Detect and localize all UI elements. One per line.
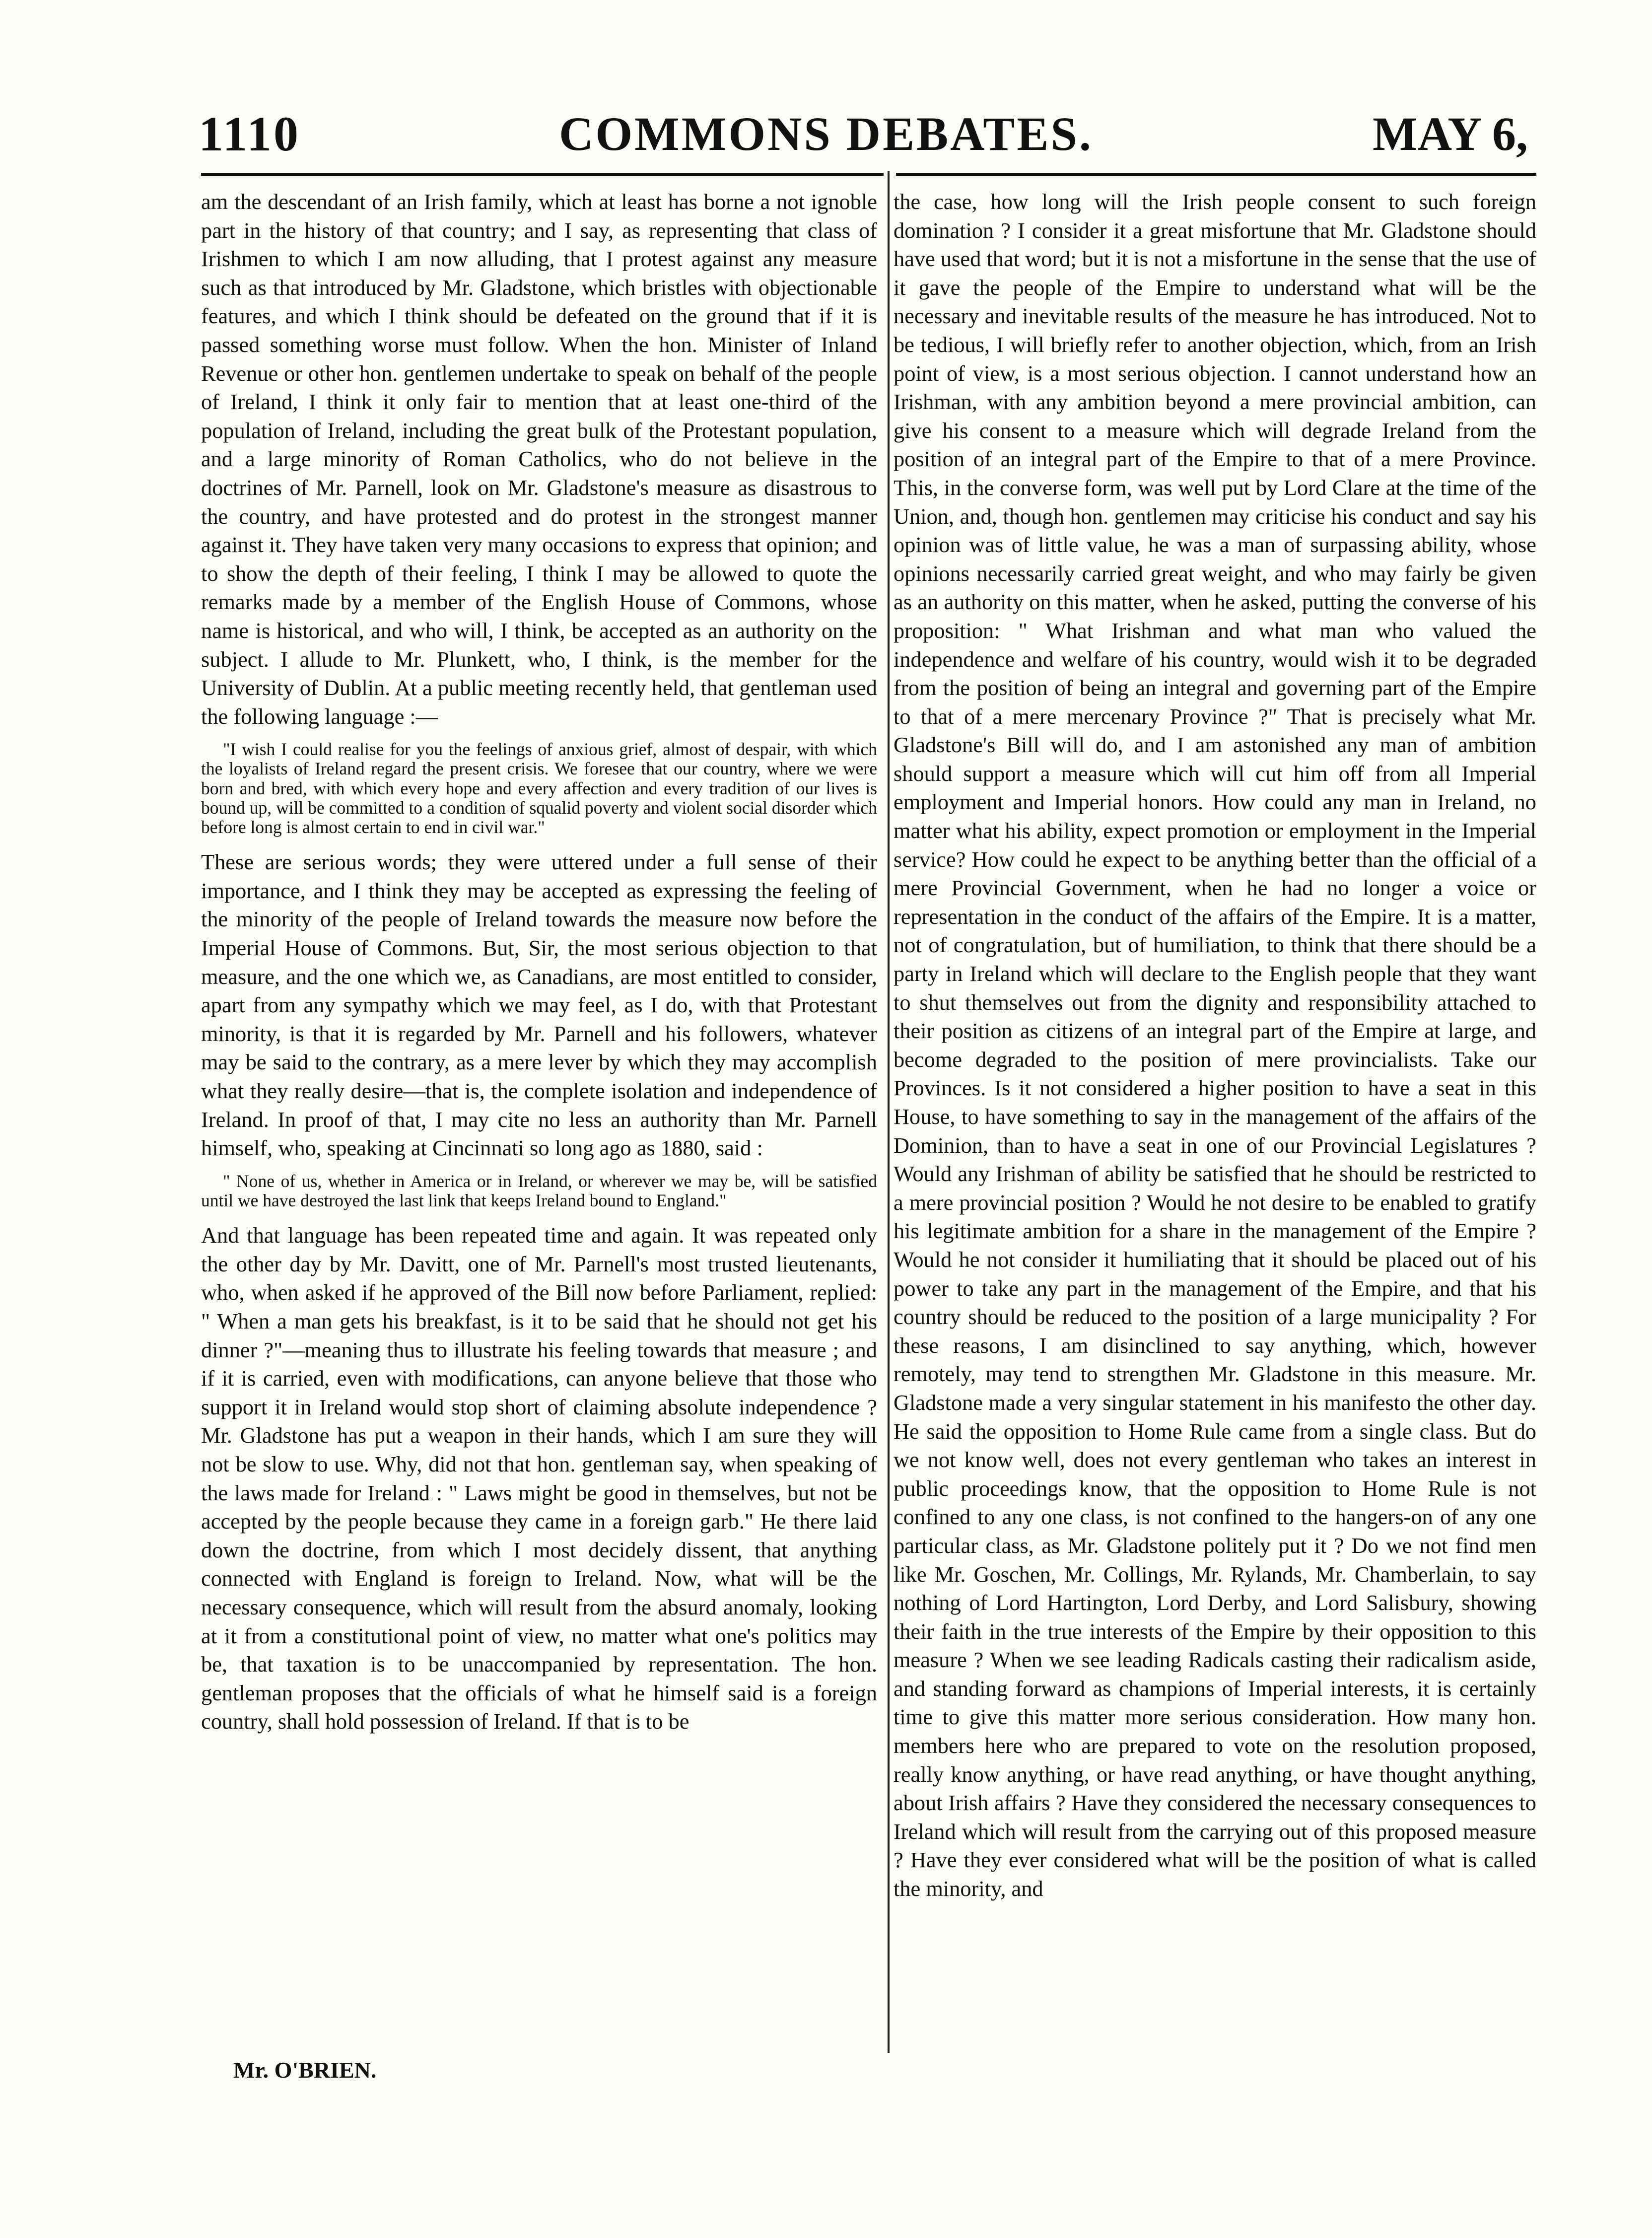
right-column [894,188,1536,1903]
quote-parnell: " None of us, whether in America or in Ireland, or wherever we may be, will be satisfied until we have destroyed the last link that keeps Ireland bound to England." [201,1171,877,1211]
page-date: MAY 6, [1373,107,1528,160]
left-column [201,188,877,1736]
quote-plunkett: "I wish I could realise for you the feelings of anxious grief, almost of despair, with which the loyalists of Ireland regard the present crisis. We foresee that our country, where we were born and bred, with which every hope and every affection and every tradition of our lives is bound up, will be committed to a condition of squalid poverty and violent social disorder which before long is almost certain to end in civil war." [201,739,877,838]
header-rule-left [201,173,884,176]
left-paragraph-3: And that language has been repeated time and again. It was repeated only the other day by Mr. Davitt, one of Mr. Parnell's most trusted lieutenants, who, when asked if he approved of the Bill now before Parliament, replied: " When a man gets his breakfast, is it to be said that he should not get his dinner ?"—meaning thus to illustrate his feeling towards that measure ; and if it is carried, even with modifications, can anyone believe that those who support it in Ireland would stop short of claiming absolute independence ? Mr. Gladstone has put a weapon in their hands, which I am sure they will not be slow to use. Why, did not that hon. gentleman say, when speaking of the laws made for Ireland : " Laws might be good in themselves, but not be accepted by the people because they came in a foreign garb." He there laid down the doctrine, from which I most decidely dissent, that anything connected with England is foreign to Ireland. Now, what will be the necessary consequence, which will result from the absurd anomaly, looking at it from a constitutional point of view, no matter what one's politics may be, that taxation is to be unaccompanied by representation. The hon. gentleman proposes that the officials of what he himself said is a foreign country, shall hold possession of Ireland. If that is to be [201,1223,877,1734]
header-rule-right [896,173,1536,176]
page-title: COMMONS DEBATES. [559,107,1093,160]
left-paragraph-1: am the descendant of an Irish family, which at least has borne a not ignoble part in the history of that country; and I say, as representing that class of Irishmen to which I am now alluding, that I protest against any measure such as that introduced by Mr. Gladstone, which bristles with objectionable features, and which I think should be defeated on the ground that if it is passed something worse must follow. When the hon. Minister of Inland Revenue or other hon. gentlemen undertake to speak on behalf of the people of Ireland, I think it only fair to mention that at least one-third of the population of Ireland, including the great bulk of the Protestant population, and a large minority of Roman Catholics, who do not believe in the doctrines of Mr. Parnell, look on Mr. Gladstone's measure as disastrous to the country, and have protested and do protest in the strongest manner against it. They have taken very many occasions to express that opinion; and to show the depth of their feeling, I think I may be allowed to quote the remarks made by a member of the English House of Commons, whose name is historical, and who will, I think, be accepted as an authority on the subject. I allude to Mr. Plunkett, who, I think, is the member for the University of Dublin. At a public meeting recently held, that gentleman used the following language :— [201,189,877,729]
column-divider [888,171,890,2053]
page-number: 1110 [199,106,300,161]
page-header [0,107,1652,161]
left-paragraph-2: These are serious words; they were uttered under a full sense of their importance, and I think they may be accepted as expressing the feeling of the minority of the people of Ireland towards the measure now before the Imperial House of Commons. But, Sir, the most serious objection to that measure, and the one which we, as Canadians, are most entitled to consider, apart from any sympathy which we may feel, as I do, with that Protestant minority, is that it is regarded by Mr. Parnell and his followers, whatever may be said to the contrary, as a mere lever by which they may accomplish what they really desire—that is, the complete isolation and independence of Ireland. In proof of that, I may cite no less an authority than Mr. Parnell himself, who, speaking at Cincinnati so long ago as 1880, said : [201,849,877,1161]
speaker-footer: Mr. O'BRIEN. [233,2057,377,2083]
right-paragraph-1: the case, how long will the Irish people consent to such foreign domination ? I consider it a great misfortune that Mr. Gladstone should have used that word; but it is not a misfortune in the sense that the use of it gave the people of the Empire to understand what will be the necessary and inevitable results of the measure he has introduced. Not to be tedious, I will briefly refer to another objection, which, from an Irish point of view, is a most serious objection. I cannot understand how an Irishman, with any ambition beyond a mere provincial ambition, can give his consent to a measure which will degrade Ireland from the position of an integral part of the Empire to that of a mere Province. This, in the converse form, was well put by Lord Clare at the time of the Union, and, though hon. gentlemen may criticise his conduct and say his opinion was of little value, he was a man of surpassing ability, whose opinions necessarily carried great weight, and who may fairly be given as an authority on this matter, when he asked, putting the converse of his proposition: " What Irishman and what man who valued the independence and welfare of his country, would wish it to be degraded from the position of being an integral and governing part of the Empire to that of a mere mercenary Province ?" That is precisely what Mr. Gladstone's Bill will do, and I am astonished any man of ambition should support a measure which will cut him off from all Imperial employment and Imperial honors. How could any man in Ireland, no matter what his ability, expect promotion or employment in the Imperial service? How could he expect to be anything better than the official of a mere Provincial Government, when he had no longer a voice or representation in the conduct of the affairs of the Empire. It is a matter, not of congratulation, but of humiliation, to think that there should be a party in Ireland which will declare to the English people that they want to shut themselves out from the dignity and responsibility attached to their position as citizens of an integral part of the Empire at large, and become degraded to the position of mere provincialists. Take our Provinces. Is it not considered a higher position to have a seat in this House, to have something to say in the management of the affairs of the Dominion, than to have a seat in one of our Provincial Legislatures ? Would any Irishman of ability be satisfied that he should be restricted to a mere provincial position ? Would he not desire to be enabled to gratify his legitimate ambition for a share in the management of the Empire ? Would he not consider it humiliating that it should be placed out of his power to take any part in the management of the Empire, and that his country should be reduced to the position of a large municipality ? For these reasons, I am disinclined to say anything, which, however remotely, may tend to strengthen Mr. Gladstone in this measure. Mr. Gladstone made a very singular statement in his manifesto the other day. He said the opposition to Home Rule came from a single class. But do we not know well, does not every gentleman who takes an interest in public proceedings know, that the opposition to Home Rule is not confined to any one class, is not confined to the hangers-on of any one particular class, as Mr. Gladstone politely put it ? Do we not find men like Mr. Goschen, Mr. Collings, Mr. Rylands, Mr. Chamberlain, to say nothing of Lord Hartington, Lord Derby, and Lord Salisbury, showing their faith in the true interests of the Empire by their opposition to this measure ? When we see leading Radicals casting their radicalism aside, and standing forward as champions of Imperial interests, it is certainly time to give this matter more serious consideration. How many hon. members here who are prepared to vote on the resolution proposed, really know anything, or have read anything, or have thought anything, about Irish affairs ? Have they considered the necessary consequences to Ireland which will result from the carrying out of this proposed measure ? Have they ever considered what will be the position of what is called the minority, and [894,189,1536,1901]
